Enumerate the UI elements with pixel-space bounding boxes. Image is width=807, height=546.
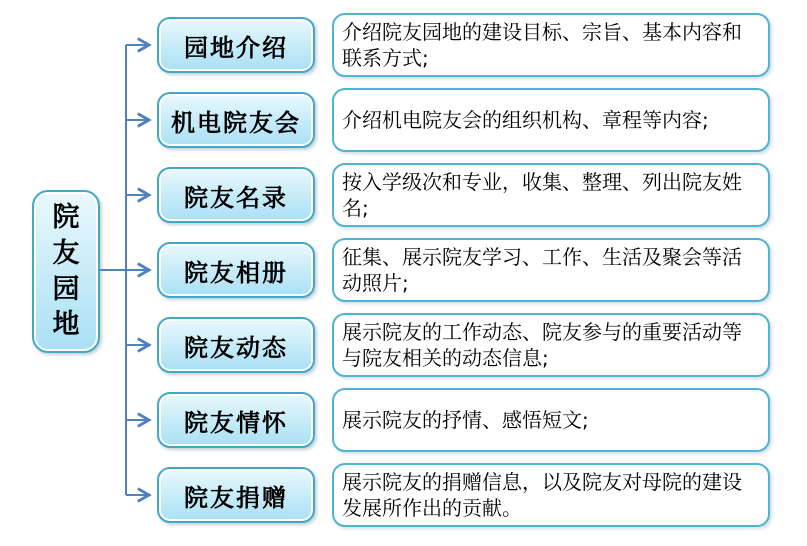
branch-description-box [332, 88, 770, 152]
branch-node [157, 92, 315, 148]
branch-node-label: 院友情怀 [184, 408, 288, 437]
branch-description-box [332, 463, 770, 527]
branch-node-label: 院友捐赠 [184, 483, 288, 512]
branch-node-label: 园地介绍 [184, 33, 288, 62]
branch-node [157, 242, 315, 298]
branch-node-label: 院友名录 [184, 183, 288, 212]
branch-description-text: 按入学级次和专业，收集、整理、列出院友姓名; [342, 169, 742, 220]
root-node [32, 190, 100, 353]
branch-description-box [332, 313, 770, 377]
branch-row [157, 313, 770, 377]
branch-row [157, 463, 770, 527]
branch-row [157, 238, 770, 302]
branch-description-box [332, 13, 770, 77]
branch-node [157, 167, 315, 223]
branch-row [157, 163, 770, 227]
branch-node [157, 17, 315, 73]
branch-node-label: 院友动态 [184, 333, 288, 362]
branch-node [157, 317, 315, 373]
branch-row [157, 388, 770, 452]
root-node-label: 院友园地 [52, 202, 80, 341]
branch-description-text: 介绍机电院友会的组织机构、章程等内容; [342, 107, 709, 132]
branch-description-box [332, 163, 770, 227]
branch-row [157, 88, 770, 152]
branch-description-text: 展示院友的工作动态、院友参与的重要活动等与院友相关的动态信息; [342, 319, 742, 370]
branch-description-text: 展示院友的抒情、感悟短文; [342, 407, 589, 432]
branch-node-label: 机电院友会 [171, 108, 301, 137]
branch-description-text: 展示院友的捐赠信息，以及院友对母院的建设发展所作出的贡献。 [342, 469, 742, 520]
branch-node-label: 院友相册 [184, 258, 288, 287]
branch-description-box [332, 388, 770, 452]
branch-row [157, 13, 770, 77]
branch-description-text: 征集、展示院友学习、工作、生活及聚会等活动照片; [342, 244, 742, 295]
branch-description-box [332, 238, 770, 302]
branch-description-text: 介绍院友园地的建设目标、宗旨、基本内容和联系方式; [342, 19, 742, 70]
branch-node [157, 392, 315, 448]
branch-node [157, 467, 315, 523]
